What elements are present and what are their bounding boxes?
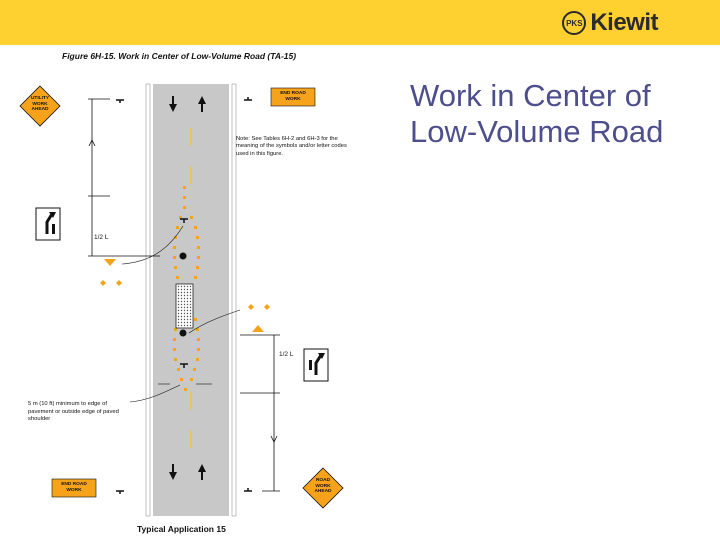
flagger-lower: [180, 330, 187, 337]
flagger-symbol-triangle-right: [252, 325, 264, 332]
sign-post-marker-tr: [244, 97, 252, 100]
sign-post-marker-bl: [116, 491, 124, 494]
warning-light-right: [248, 304, 270, 310]
slide-title: Work in Center of Low-Volume Road: [410, 78, 664, 149]
sign-label-utility-work-ahead: UTILITY WORK AHEAD: [30, 96, 50, 113]
logo-seal-icon: PKS: [562, 11, 586, 35]
flagger-upper: [180, 253, 187, 260]
sign-label-end-road-work-bottom: END ROAD WORK: [61, 482, 87, 493]
dimension-label-left: 1/2 L: [94, 234, 109, 241]
figure-note: Note: See Tables 6H-2 and 6H-3 for the meaning of the symbols and/or letter codes used in this figure.: [236, 136, 347, 157]
figure-caption: Figure 6H-15. Work in Center of Low-Volume Road (TA-15): [62, 51, 297, 61]
traffic-control-diagram: [0, 45, 380, 540]
sign-label-road-work-ahead: ROAD WORK AHEAD: [314, 478, 332, 495]
lane-shift-sign-left: [36, 208, 60, 240]
logo-wordmark: Kiewit: [590, 9, 658, 36]
typical-application-label: Typical Application 15: [137, 524, 226, 534]
dimension-right: [240, 335, 280, 491]
sign-label-end-road-work-top: END ROAD WORK: [280, 91, 306, 102]
dimension-label-right: 1/2 L: [279, 351, 294, 358]
lane-shift-sign-right: [304, 349, 328, 381]
buffer-note: 5 m (10 ft) minimum to edge of pavement or outside edge of paved shoulder: [28, 401, 119, 423]
flagger-symbol-triangle-left: [104, 259, 116, 266]
header-bar: [0, 0, 720, 45]
sign-post-marker-br: [244, 488, 252, 491]
kiewit-logo: [562, 9, 658, 37]
sign-post-marker-tl: [116, 100, 124, 103]
shoulder-left: [146, 84, 150, 516]
work-area-vehicle: [176, 284, 193, 328]
warning-light-left: [100, 280, 122, 286]
